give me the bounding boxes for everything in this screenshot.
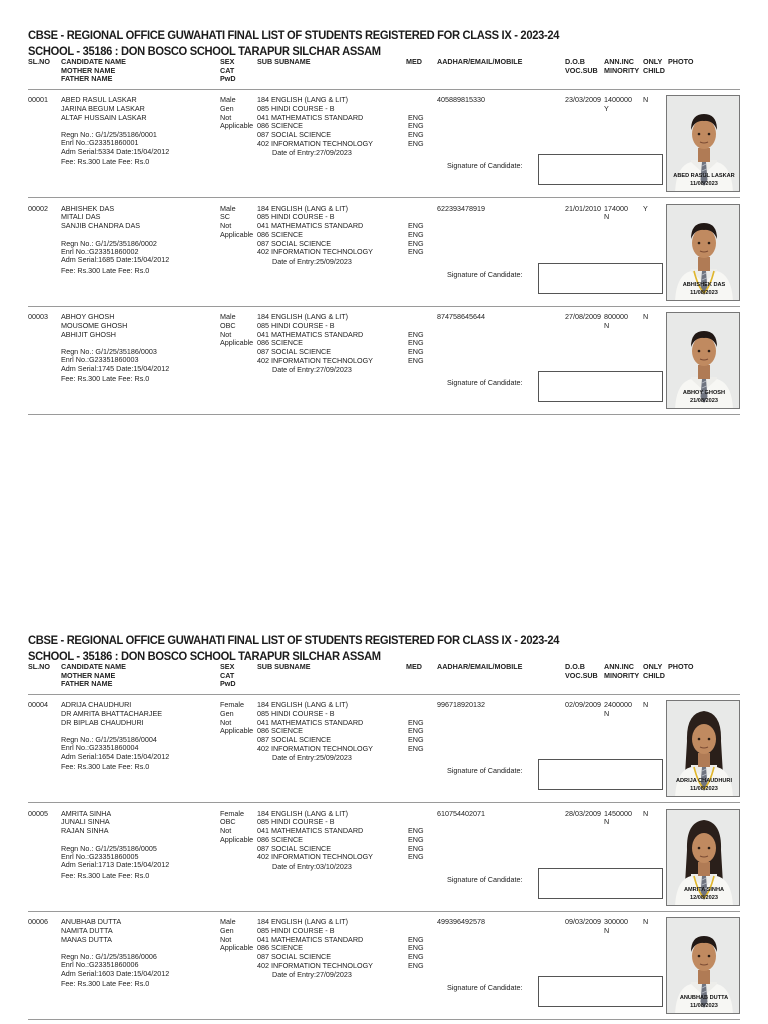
header-photo: PHOTO	[668, 57, 694, 66]
serial-number: 00004	[28, 700, 48, 709]
date-of-entry: Date of Entry:03/10/2023	[272, 861, 352, 871]
candidate-parent-names	[61, 701, 162, 727]
photo-caption-name: AMRITA SINHA	[683, 886, 725, 893]
signature-box[interactable]	[538, 976, 663, 1007]
subject-item: 402 INFORMATION TECHNOLOGY	[257, 138, 373, 148]
admission-serial: Adm Serial:1685 Date:15/04/2012	[61, 255, 170, 265]
minority-flag: N	[604, 817, 610, 827]
annual-income: 1450000	[604, 808, 632, 818]
category: Gen	[220, 708, 234, 718]
enrolment-number: Enrl No.:G23351860001	[61, 138, 139, 148]
only-child-flag: N	[643, 917, 649, 926]
pwd-status-cont: Applicable	[220, 943, 254, 953]
photo-caption-name: ADRIJA CHAUDHURI	[675, 778, 733, 784]
subject-item: 085 HINDI COURSE - B	[257, 103, 335, 113]
subject-item: 402 INFORMATION TECHNOLOGY	[257, 960, 373, 970]
enrolment-number: Enrl No.:G23351860005	[61, 851, 139, 861]
medium-item: ENG	[408, 743, 424, 753]
medium-list	[408, 114, 424, 149]
pwd-status-cont: Applicable	[220, 834, 254, 844]
subject-item: 086 SCIENCE	[257, 338, 303, 348]
candidate-parent-names	[61, 918, 121, 944]
pwd-status-cont: Applicable	[220, 229, 254, 239]
signature-box[interactable]	[538, 154, 663, 185]
only-child-flag: Y	[643, 203, 648, 213]
candidate-parent-names	[61, 810, 111, 836]
only-child-flag: N	[643, 808, 649, 818]
sex: Male	[220, 917, 236, 926]
student-record	[0, 307, 768, 415]
sex-category-pwd	[220, 918, 253, 953]
document-title: CBSE - REGIONAL OFFICE GUWAHATI FINAL LIST OF STUDENTS REGISTERED FOR CLASS IX - 2023-24	[28, 28, 560, 42]
subject-item: 184 ENGLISH (LANG & LIT)	[257, 203, 349, 213]
annual-income: 1400000	[604, 95, 632, 104]
subject-item: 086 SCIENCE	[257, 121, 303, 131]
subject-item: 041 MATHEMATICS STANDARD	[257, 221, 364, 231]
candidate-photo	[666, 204, 740, 301]
registration-details	[61, 953, 169, 978]
father-name: SANJIB CHANDRA DAS	[61, 221, 141, 231]
category: OBC	[220, 320, 236, 330]
subject-item: 184 ENGLISH (LANG & LIT)	[257, 312, 349, 321]
photo-caption-date: 11/08/2023	[690, 181, 718, 187]
medium-item: ENG	[408, 726, 424, 736]
candidate-parent-names	[61, 96, 147, 122]
header-candidate: CANDIDATE NAME MOTHER NAME FATHER NAME	[61, 57, 126, 84]
pwd-status: Not	[220, 221, 232, 231]
sex-category-pwd	[220, 205, 253, 240]
subject-list	[257, 701, 373, 754]
candidate-photo	[666, 809, 740, 906]
pwd-status: Not	[220, 329, 232, 339]
annual-income: 174000	[604, 203, 628, 213]
document-title: CBSE - REGIONAL OFFICE GUWAHATI FINAL LIST OF STUDENTS REGISTERED FOR CLASS IX - 2023-24	[28, 633, 560, 647]
medium-item: ENG	[408, 843, 424, 853]
pwd-status-cont: Applicable	[220, 338, 254, 348]
subject-list	[257, 313, 373, 366]
enrolment-number: Enrl No.:G23351860004	[61, 743, 139, 753]
medium-item: ENG	[408, 355, 424, 365]
medium-list	[408, 936, 424, 971]
signature-box[interactable]	[538, 371, 663, 402]
student-record	[0, 695, 768, 803]
photo-caption-name: ABED RASUL LASKAR	[673, 173, 735, 179]
subject-item: 085 HINDI COURSE - B	[257, 817, 335, 827]
registration-number: Regn No.: G/1/25/35186/0002	[61, 238, 157, 248]
minority-flag: N	[604, 212, 610, 222]
annual-income: 300000	[604, 917, 628, 926]
registration-details	[61, 736, 169, 761]
father-name: ABHIJIT GHOSH	[61, 329, 116, 339]
record-divider	[28, 1019, 740, 1020]
medium-item: ENG	[408, 121, 424, 131]
medium-item: ENG	[408, 329, 424, 339]
medium-item: ENG	[408, 834, 424, 844]
header-medium: MED	[406, 57, 422, 66]
candidate-name: ANUBHAB DUTTA	[61, 917, 122, 926]
school-title: SCHOOL - 35186 : DON BOSCO SCHOOL TARAPUR SILCHAR ASSAM	[28, 44, 381, 58]
enrolment-number: Enrl No.:G23351860002	[61, 246, 139, 256]
sex-category-pwd	[220, 701, 253, 736]
signature-label: Signature of Candidate:	[447, 269, 523, 279]
photo-caption-date: 11/08/2023	[690, 1003, 718, 1009]
subject-item: 041 MATHEMATICS STANDARD	[257, 112, 364, 122]
signature-label: Signature of Candidate:	[447, 983, 523, 992]
admission-serial: Adm Serial:5334 Date:15/04/2012	[61, 146, 170, 156]
medium-item: ENG	[408, 138, 424, 148]
pwd-status-cont: Applicable	[220, 121, 254, 131]
registration-details	[61, 348, 169, 373]
father-name: ALTAF HUSSAIN LASKAR	[61, 112, 147, 122]
header-medium: MED	[406, 662, 422, 671]
signature-box[interactable]	[538, 263, 663, 294]
subject-list	[257, 918, 373, 971]
medium-item: ENG	[408, 338, 424, 348]
serial-number: 00002	[28, 203, 48, 213]
subject-item: 402 INFORMATION TECHNOLOGY	[257, 852, 373, 862]
candidate-photo	[666, 312, 740, 409]
father-name: MANAS DUTTA	[61, 934, 112, 944]
header-dob: D.O.B VOC.SUB	[565, 57, 598, 75]
header-candidate: CANDIDATE NAME MOTHER NAME FATHER NAME	[61, 662, 126, 689]
mother-name: JARINA BEGUM LASKAR	[61, 103, 145, 113]
student-record	[0, 199, 768, 307]
subject-item: 184 ENGLISH (LANG & LIT)	[257, 808, 349, 818]
school-title: SCHOOL - 35186 : DON BOSCO SCHOOL TARAPUR SILCHAR ASSAM	[28, 649, 381, 663]
header-annual-income: ANN.INC MINORITY	[604, 57, 640, 75]
subject-item: 086 SCIENCE	[257, 834, 303, 844]
medium-item: ENG	[408, 952, 424, 962]
candidate-photo	[666, 700, 740, 797]
header-only-child: ONLY CHILD	[643, 662, 665, 680]
minority-flag: N	[604, 925, 610, 935]
medium-list	[408, 222, 424, 257]
sex: Male	[220, 95, 236, 104]
pwd-status-cont: Applicable	[220, 726, 254, 736]
sex-category-pwd	[220, 96, 253, 131]
header-sex-cat-pwd: SEX CAT PwD	[220, 662, 236, 689]
aadhar-number: 996718920132	[437, 700, 485, 709]
subject-item: 086 SCIENCE	[257, 229, 303, 239]
aadhar-number: 405889815330	[437, 95, 485, 104]
medium-item: ENG	[408, 717, 424, 727]
medium-item: ENG	[408, 112, 424, 122]
medium-item: ENG	[408, 229, 424, 239]
mother-name: DR AMRITA BHATTACHARJEE	[61, 708, 163, 718]
mother-name: MOUSOME GHOSH	[61, 320, 128, 330]
header-slno: SL.NO	[28, 57, 50, 66]
date-of-entry: Date of Entry:27/09/2023	[272, 970, 352, 979]
category: Gen	[220, 925, 234, 935]
serial-number: 00005	[28, 808, 48, 818]
subject-list	[257, 810, 373, 863]
fee-details: Fee: Rs.300 Late Fee: Rs.0	[61, 762, 150, 771]
aadhar-number: 622393478919	[437, 203, 485, 213]
subject-item: 041 MATHEMATICS STANDARD	[257, 717, 364, 727]
subject-item: 041 MATHEMATICS STANDARD	[257, 329, 364, 339]
subject-item: 087 SOCIAL SCIENCE	[257, 130, 332, 140]
header-contact: AADHAR/EMAIL/MOBILE	[437, 662, 523, 671]
sex-category-pwd	[220, 313, 253, 348]
serial-number: 00006	[28, 917, 48, 926]
subject-list	[257, 205, 373, 258]
pwd-status: Not	[220, 717, 232, 727]
registration-details	[61, 131, 169, 156]
only-child-flag: N	[643, 700, 649, 709]
medium-item: ENG	[408, 238, 424, 248]
photo-caption-date: 11/08/2023	[690, 289, 718, 296]
fee-details: Fee: Rs.300 Late Fee: Rs.0	[61, 265, 150, 275]
signature-label: Signature of Candidate:	[447, 874, 523, 884]
registration-number: Regn No.: G/1/25/35186/0004	[61, 735, 157, 744]
photo-caption-date: 21/08/2023	[690, 398, 718, 404]
student-record	[0, 804, 768, 912]
candidate-photo	[666, 95, 740, 192]
admission-serial: Adm Serial:1745 Date:15/04/2012	[61, 363, 170, 373]
subject-item: 087 SOCIAL SCIENCE	[257, 952, 332, 962]
serial-number: 00001	[28, 95, 48, 104]
date-of-entry: Date of Entry:27/09/2023	[272, 148, 352, 157]
header-slno: SL.NO	[28, 662, 50, 671]
photo-caption-name: ANUBHAB DUTTA	[679, 995, 729, 1001]
header-dob: D.O.B VOC.SUB	[565, 662, 598, 680]
date-of-entry: Date of Entry:25/09/2023	[272, 753, 352, 762]
candidate-name: ABHOY GHOSH	[61, 312, 115, 321]
mother-name: MITALI DAS	[61, 212, 101, 222]
only-child-flag: N	[643, 95, 649, 104]
photo-caption-name: ABHISHEK DAS	[682, 281, 726, 288]
student-record	[0, 912, 768, 1020]
header-only-child: ONLY CHILD	[643, 57, 665, 75]
subject-item: 086 SCIENCE	[257, 726, 303, 736]
category: Gen	[220, 103, 234, 113]
photo-caption-name: ABHOY GHOSH	[682, 390, 726, 396]
medium-item: ENG	[408, 960, 424, 970]
subject-item: 087 SOCIAL SCIENCE	[257, 347, 332, 357]
sex: Male	[220, 312, 236, 321]
signature-label: Signature of Candidate:	[447, 161, 523, 170]
signature-box[interactable]	[538, 759, 663, 790]
fee-details: Fee: Rs.300 Late Fee: Rs.0	[61, 870, 150, 880]
candidate-name: ABED RASUL LASKAR	[61, 95, 137, 104]
subject-item: 184 ENGLISH (LANG & LIT)	[257, 700, 349, 709]
admission-serial: Adm Serial:1654 Date:15/04/2012	[61, 751, 170, 761]
category: SC	[220, 212, 230, 222]
header-sex-cat-pwd: SEX CAT PwD	[220, 57, 236, 84]
date-of-birth: 21/01/2010	[565, 203, 601, 213]
date-of-birth: 09/03/2009	[565, 917, 601, 926]
subject-item: 087 SOCIAL SCIENCE	[257, 843, 332, 853]
header-annual-income: ANN.INC MINORITY	[604, 662, 640, 680]
date-of-entry: Date of Entry:25/09/2023	[272, 256, 352, 266]
enrolment-number: Enrl No.:G23351860006	[61, 960, 139, 970]
sex-category-pwd	[220, 810, 253, 845]
pwd-status: Not	[220, 934, 232, 944]
subject-item: 402 INFORMATION TECHNOLOGY	[257, 355, 373, 365]
header-subjects: SUB SUBNAME	[257, 57, 311, 66]
subject-item: 085 HINDI COURSE - B	[257, 212, 335, 222]
serial-number: 00003	[28, 312, 48, 321]
enrolment-number: Enrl No.:G23351860003	[61, 355, 139, 365]
header-photo: PHOTO	[668, 662, 694, 671]
medium-item: ENG	[408, 130, 424, 140]
minority-flag: Y	[604, 103, 609, 113]
registration-details	[61, 240, 169, 265]
candidate-parent-names	[61, 313, 127, 339]
only-child-flag: N	[643, 312, 649, 321]
registration-number: Regn No.: G/1/25/35186/0005	[61, 843, 157, 853]
subject-item: 086 SCIENCE	[257, 943, 303, 953]
aadhar-number: 499396492578	[437, 917, 485, 926]
pwd-status: Not	[220, 112, 232, 122]
subject-item: 087 SOCIAL SCIENCE	[257, 735, 332, 745]
medium-item: ENG	[408, 347, 424, 357]
subject-item: 041 MATHEMATICS STANDARD	[257, 826, 364, 836]
annual-income: 2400000	[604, 700, 632, 709]
admission-serial: Adm Serial:1603 Date:15/04/2012	[61, 968, 170, 978]
fee-details: Fee: Rs.300 Late Fee: Rs.0	[61, 157, 150, 166]
student-record	[0, 90, 768, 198]
mother-name: JUNALI SINHA	[61, 817, 110, 827]
medium-item: ENG	[408, 247, 424, 257]
father-name: RAJAN SINHA	[61, 826, 109, 836]
annual-income: 800000	[604, 312, 628, 321]
sex: Female	[220, 808, 244, 818]
subject-item: 402 INFORMATION TECHNOLOGY	[257, 743, 373, 753]
subject-item: 087 SOCIAL SCIENCE	[257, 238, 332, 248]
candidate-photo	[666, 917, 740, 1014]
sex: Male	[220, 203, 236, 213]
registration-details	[61, 845, 169, 870]
medium-item: ENG	[408, 943, 424, 953]
registration-number: Regn No.: G/1/25/35186/0001	[61, 130, 157, 139]
medium-item: ENG	[408, 735, 424, 745]
date-of-birth: 23/03/2009	[565, 95, 601, 104]
candidate-name: ABHISHEK DAS	[61, 203, 115, 213]
medium-item: ENG	[408, 934, 424, 944]
registration-number: Regn No.: G/1/25/35186/0003	[61, 347, 157, 356]
minority-flag: N	[604, 320, 610, 330]
fee-details: Fee: Rs.300 Late Fee: Rs.0	[61, 979, 150, 988]
medium-list	[408, 331, 424, 366]
subject-item: 085 HINDI COURSE - B	[257, 925, 335, 935]
candidate-parent-names	[61, 205, 140, 231]
date-of-birth: 27/08/2009	[565, 312, 601, 321]
photo-caption-date: 11/08/2023	[690, 786, 718, 792]
registration-number: Regn No.: G/1/25/35186/0006	[61, 952, 157, 961]
signature-label: Signature of Candidate:	[447, 378, 523, 387]
date-of-entry: Date of Entry:27/09/2023	[272, 365, 352, 374]
medium-item: ENG	[408, 826, 424, 836]
category: OBC	[220, 817, 236, 827]
subject-item: 041 MATHEMATICS STANDARD	[257, 934, 364, 944]
fee-details: Fee: Rs.300 Late Fee: Rs.0	[61, 374, 150, 383]
minority-flag: N	[604, 708, 610, 718]
medium-list	[408, 719, 424, 754]
signature-label: Signature of Candidate:	[447, 766, 523, 775]
photo-caption-date: 12/08/2023	[690, 894, 718, 901]
mother-name: NAMITA DUTTA	[61, 925, 113, 935]
sex: Female	[220, 700, 244, 709]
subject-item: 085 HINDI COURSE - B	[257, 708, 335, 718]
aadhar-number: 874758645644	[437, 312, 485, 321]
subject-list	[257, 96, 373, 149]
subject-item: 184 ENGLISH (LANG & LIT)	[257, 95, 349, 104]
signature-box[interactable]	[538, 868, 663, 899]
header-contact: AADHAR/EMAIL/MOBILE	[437, 57, 523, 66]
candidate-name: ADRIJA CHAUDHURI	[61, 700, 132, 709]
subject-item: 184 ENGLISH (LANG & LIT)	[257, 917, 349, 926]
father-name: DR BIPLAB CHAUDHURI	[61, 717, 144, 727]
pwd-status: Not	[220, 826, 232, 836]
admission-serial: Adm Serial:1713 Date:15/04/2012	[61, 860, 170, 870]
subject-item: 402 INFORMATION TECHNOLOGY	[257, 247, 373, 257]
record-divider	[28, 414, 740, 415]
date-of-birth: 28/03/2009	[565, 808, 601, 818]
candidate-name: AMRITA SINHA	[61, 808, 112, 818]
medium-item: ENG	[408, 852, 424, 862]
subject-item: 085 HINDI COURSE - B	[257, 320, 335, 330]
medium-list	[408, 827, 424, 862]
aadhar-number: 610754402071	[437, 808, 485, 818]
header-subjects: SUB SUBNAME	[257, 662, 311, 671]
date-of-birth: 02/09/2009	[565, 700, 601, 709]
medium-item: ENG	[408, 221, 424, 231]
